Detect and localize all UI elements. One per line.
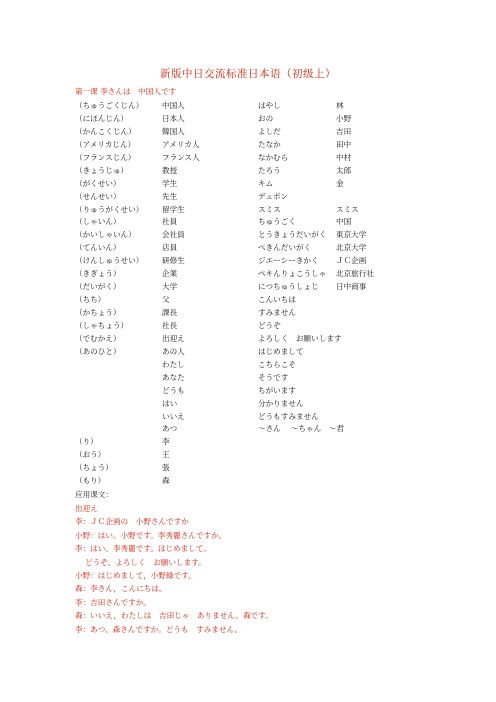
vocab-name: 北京大学 — [336, 243, 367, 253]
vocab-name: 吉田 — [336, 126, 352, 136]
vocab-name: 北京旅行社 — [336, 269, 374, 279]
dialog-line: どうぞ、よろしく お願いします。 — [85, 557, 206, 567]
dialog-line: 森：李さん，こんにちは。 — [75, 584, 167, 594]
vocab-row — [0, 372, 496, 385]
vocab-reading: （にほんじん） — [75, 113, 129, 123]
vocab-name-reading: よしだ — [258, 126, 281, 136]
vocab-word: 店員 — [162, 243, 178, 253]
vocab-word: 教授 — [162, 165, 178, 175]
lesson-title: 李さんは 中国人です — [100, 87, 177, 96]
vocab-name-reading: そうです — [258, 372, 289, 382]
vocab-name-reading: こんいちは — [258, 295, 296, 305]
vocab-row — [0, 126, 496, 139]
vocab-word: フランス人 — [162, 152, 200, 162]
vocab-word: あの人 — [162, 346, 185, 356]
vocab-word: 留学生 — [162, 204, 185, 214]
vocab-reading: （せんせい） — [75, 191, 121, 201]
vocab-reading: （けんしゅうせい） — [75, 256, 144, 266]
dialog-title: 出迎え — [75, 504, 98, 513]
vocab-row — [0, 139, 496, 152]
vocab-row — [0, 398, 496, 411]
vocab-row — [0, 359, 496, 372]
vocab-name-reading: たなか — [258, 139, 281, 149]
dialog-line: 李：吉田さんですか。 — [75, 597, 151, 607]
vocab-name-reading: につちゅうしょじ — [258, 282, 319, 292]
vocab-row — [0, 475, 496, 488]
vocab-word: 社長 — [162, 320, 178, 330]
vocab-word: 課長 — [162, 308, 178, 317]
vocab-row — [0, 281, 496, 294]
vocab-word: 森 — [162, 476, 170, 486]
vocab-name-reading: キム — [258, 178, 274, 188]
vocab-reading: （しゃちょう） — [75, 320, 129, 330]
vocab-word: 王 — [162, 450, 170, 460]
vocab-row — [0, 152, 496, 165]
vocab-name: 中村 — [336, 152, 352, 162]
vocab-word: はい — [162, 398, 178, 408]
vocab-name: 太郎 — [336, 165, 352, 175]
document-title: 新版中日交流标准日本语（初级上） — [160, 68, 336, 80]
vocab-row — [0, 242, 496, 255]
vocab-row — [0, 216, 496, 229]
vocab-row — [0, 229, 496, 242]
vocab-word: 研修生 — [162, 256, 185, 266]
vocab-name-reading: ちゅうごく — [258, 217, 296, 227]
dialog-line: 小野：はじめまして，小野綠です。 — [75, 570, 196, 580]
vocab-name-reading: 〜さん 〜ちゃん 〜君 — [258, 424, 344, 434]
vocab-reading: （おう） — [75, 450, 106, 460]
vocab-word: 日本人 — [162, 113, 185, 123]
vocab-reading: （かいしゃいん） — [75, 230, 136, 240]
vocab-word: 中国人 — [162, 101, 185, 110]
vocab-name: ＪＣ企画 — [336, 256, 367, 266]
vocab-word: わたし — [162, 359, 185, 369]
vocab-word: 韓国人 — [162, 126, 185, 136]
vocab-word: 企業 — [162, 269, 178, 279]
vocab-name: 田中 — [336, 139, 352, 149]
vocab-name-reading: よろしく お願いします — [258, 333, 342, 343]
vocab-row — [0, 113, 496, 126]
dialog-line: 李：ＪＣ企画の 小野さんですか — [75, 517, 189, 527]
vocab-word: 李 — [162, 437, 170, 447]
vocab-reading: （ちょう） — [75, 463, 113, 473]
vocab-row — [0, 307, 496, 320]
vocab-word: あなた — [162, 372, 185, 382]
vocab-row — [0, 333, 496, 346]
lesson-heading — [75, 86, 176, 97]
vocab-word: どうも — [162, 385, 185, 395]
vocab-name-reading: こちらこそ — [258, 359, 296, 369]
vocab-name-reading: なかむら — [258, 152, 289, 162]
vocab-word: 出迎え — [162, 333, 185, 343]
applied-text-label: 应用课文： — [75, 490, 113, 499]
vocab-name-reading: スミス — [258, 204, 281, 214]
vocab-word: 社員 — [162, 217, 178, 227]
dialog-text — [75, 502, 475, 636]
vocab-reading: （てんいん） — [75, 243, 121, 253]
vocab-name-reading: おの — [258, 113, 274, 123]
vocab-row — [0, 462, 496, 475]
vocab-row — [0, 100, 496, 113]
vocab-reading: （ちち） — [75, 295, 106, 305]
vocab-reading: （がくせい） — [75, 178, 121, 188]
vocab-name-reading: デュポン — [258, 191, 289, 201]
vocab-word: 学生 — [162, 178, 178, 188]
vocab-word: 張 — [162, 463, 170, 473]
vocab-reading: （しゃいん） — [75, 217, 121, 227]
vocab-row — [0, 320, 496, 333]
dialog-line: 李：はい。李秀麗です。はじめまして。 — [75, 544, 211, 554]
vocab-name: 小野 — [336, 113, 352, 123]
vocab-name-reading: はやし — [258, 101, 281, 110]
vocab-row — [0, 449, 496, 462]
vocabulary-list — [0, 100, 496, 488]
vocab-reading: （きょうじゅ） — [75, 165, 129, 175]
vocab-reading: （もり） — [75, 476, 106, 486]
vocab-name-reading: ペキんりょこうしゃ — [258, 269, 327, 279]
vocab-name: スミス — [336, 204, 359, 214]
vocab-word: 父 — [162, 295, 170, 305]
vocab-word: 会社員 — [162, 230, 185, 240]
vocab-reading: （り） — [75, 437, 98, 447]
vocab-name-reading: ぺきんだいがく — [258, 243, 312, 253]
vocab-name: 中国 — [336, 217, 352, 227]
vocab-row — [0, 385, 496, 398]
vocab-name-reading: はじめまして — [258, 346, 304, 356]
vocab-name-reading: ちがいます — [258, 385, 296, 395]
vocab-name-reading: ジエーシーきかく — [258, 256, 319, 266]
vocab-row — [0, 423, 496, 436]
dialog-line: 森：いいえ，わたしは 吉田じゃ ありません。森です。 — [75, 611, 273, 621]
vocab-name-reading: とうきょうだいがく — [258, 230, 327, 240]
lesson-number: 第一课 — [75, 87, 98, 96]
vocab-word: 先生 — [162, 191, 178, 201]
vocab-name: 林 — [336, 101, 344, 110]
vocab-word: 大学 — [162, 282, 178, 292]
vocab-name-reading: たろう — [258, 165, 281, 175]
vocab-row — [0, 255, 496, 268]
vocab-name: 東京大学 — [336, 230, 367, 240]
vocab-reading: （フランスじん） — [75, 152, 136, 162]
vocab-name: 日中商事 — [336, 282, 367, 292]
vocab-word: あつ — [162, 424, 178, 434]
vocab-row — [0, 191, 496, 204]
vocab-name-reading: すみません — [258, 308, 296, 317]
vocab-reading: （ちゅうごくじん） — [75, 101, 144, 110]
vocab-row — [0, 268, 496, 281]
vocab-reading: （アメリカじん） — [75, 139, 136, 149]
vocab-reading: （りゅうがくせい） — [75, 204, 144, 214]
vocab-reading: （きぎょう） — [75, 269, 121, 279]
vocab-reading: （でむかえ） — [75, 333, 121, 343]
vocab-row — [0, 436, 496, 449]
vocab-reading: （だいがく） — [75, 282, 121, 292]
vocab-word: いいえ — [162, 411, 185, 421]
vocab-name-reading: どうもすみません — [258, 411, 319, 421]
vocab-row — [0, 294, 496, 307]
vocab-name-reading: どうぞ — [258, 320, 281, 330]
vocab-name: 金 — [336, 178, 344, 188]
dialog-line: 小野：はい。小野です。李秀麗さんですか。 — [75, 530, 227, 540]
vocab-row — [0, 165, 496, 178]
vocab-name-reading: 分かりません — [258, 398, 304, 408]
vocab-row — [0, 204, 496, 217]
vocab-reading: （かんこくじん） — [75, 126, 136, 136]
vocab-row — [0, 346, 496, 359]
vocab-word: アメリカ人 — [162, 139, 200, 149]
vocab-row — [0, 411, 496, 424]
dialog-line: 李：あつ、森さんですか。どうも すみません。 — [75, 624, 243, 634]
vocab-reading: （あのひと） — [75, 346, 121, 356]
vocab-reading: （かちょう） — [75, 308, 121, 317]
vocab-row — [0, 178, 496, 191]
